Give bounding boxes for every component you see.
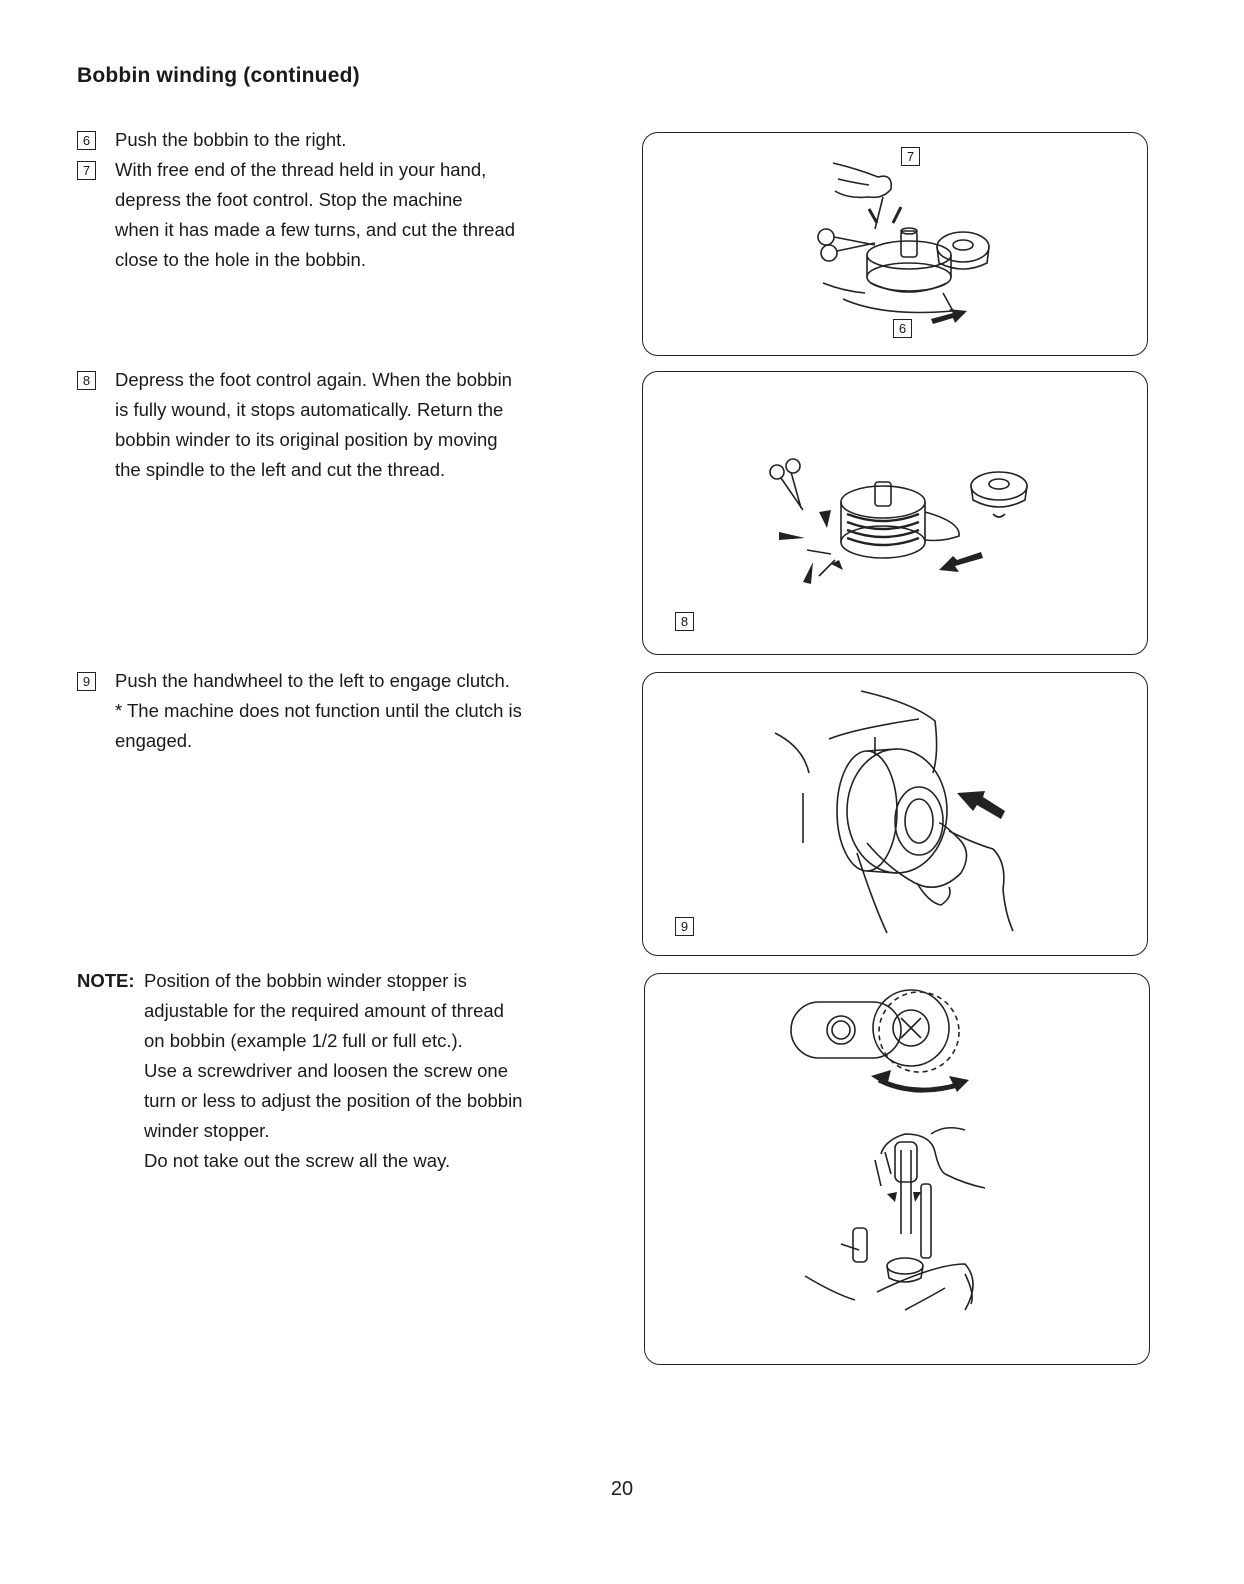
page-number: 20 [610, 1478, 634, 1500]
figure-tag-9: 9 [675, 917, 694, 936]
note-block [77, 966, 522, 1176]
clutch-note: * The machine does not function until the clutch is engaged. [115, 700, 522, 751]
step-number-badge: 7 [77, 161, 96, 180]
figure-bobbin-thread-cut [642, 132, 1148, 356]
step-number-badge: 8 [77, 371, 96, 390]
page-title: Bobbin winding (continued) [77, 64, 360, 87]
step-text: Push the handwheel to the left to engage clutch. [115, 670, 510, 691]
step-7 [77, 155, 515, 275]
step-9 [77, 666, 510, 696]
stopper-adjust-illustration [645, 974, 1151, 1366]
note-label: NOTE: [77, 970, 135, 991]
figure-tag-6: 6 [893, 319, 912, 338]
note-text: Position of the bobbin winder stopper is adjustable for the required amount of thread on bobbin (example 1/2 full or full etc.). Use a screwdriver and loosen the screw one turn or less to adjust the position of the bobbin winder stopper. Do not take out the screw all the way. [144, 970, 523, 1171]
push-left-arrow-icon [939, 552, 983, 572]
figure-tag-8: 8 [675, 612, 694, 631]
step-text: Push the bobbin to the right. [115, 129, 347, 150]
rotate-arrow-icon [879, 1080, 961, 1090]
step-number-badge: 9 [77, 672, 96, 691]
figure-handwheel [642, 672, 1148, 956]
step-text: Depress the foot control again. When the bobbin is fully wound, it stops automatically. Return the bobbin winder to its original position by moving the spindle to the left and cut the thread. [115, 369, 512, 480]
figure-stopper-adjust [644, 973, 1150, 1365]
step-6 [77, 125, 346, 155]
step-8 [77, 365, 512, 485]
step-number-badge: 6 [77, 131, 96, 150]
figure-tag-7: 7 [901, 147, 920, 166]
figure-bobbin-wound [642, 371, 1148, 655]
wound-bobbin-illustration [643, 372, 1149, 656]
step-text: With free end of the thread held in your hand, depress the foot control. Stop the machine when it has made a few turns, and cut the thread close to the hole in the bobbin. [115, 159, 516, 270]
handwheel-illustration [643, 673, 1149, 957]
push-left-arrow-icon [957, 791, 1005, 819]
